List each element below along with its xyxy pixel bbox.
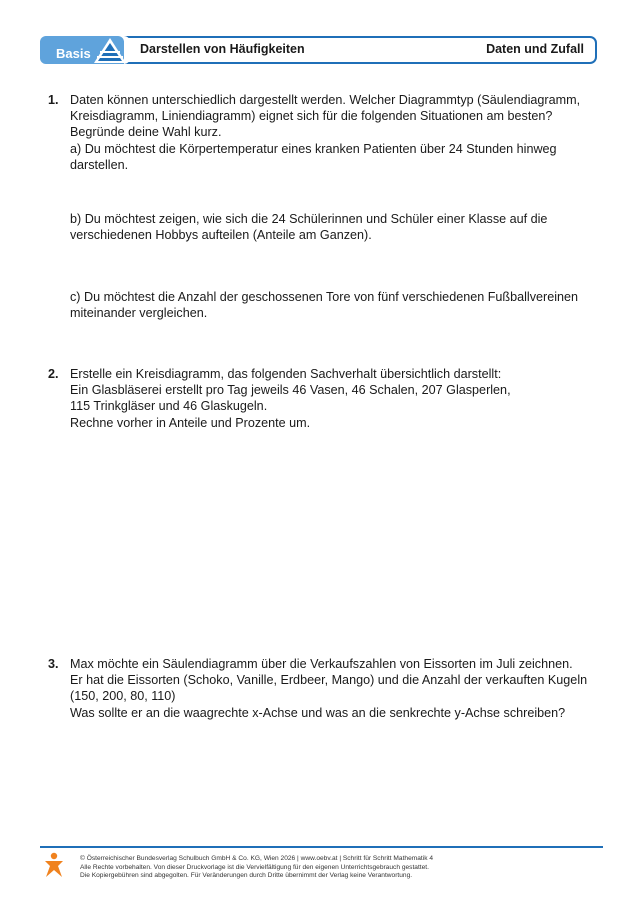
task-number: 1. [48,93,59,107]
task-text-line: Er hat die Eissorten (Schoko, Vanille, Erdbeer, Mango) und die Anzahl der verkauften Kugeln [70,673,588,688]
footer-copyright [80,855,433,881]
task-text-line: Max möchte ein Säulendiagramm über die Verkaufszahlen von Eissorten im Juli zeichnen. [70,657,573,671]
task-text-line: verschiedenen Hobbys aufteilen (Anteile am Ganzen). [70,228,372,243]
task-text-line: Daten können unterschiedlich dargestellt werden. Welcher Diagrammtyp (Säulendiagramm, [70,93,581,107]
task-text-line: 115 Trinkgläser und 46 Glaskugeln. [70,399,268,414]
task-text-line: miteinander vergleichen. [70,306,208,321]
task-number: 2. [48,367,59,381]
task-text-line: darstellen. [70,157,129,172]
page-title: Darstellen von Häufigkeiten [140,42,305,56]
footer-line: Alle Rechte vorbehalten. Von dieser Druckvorlage ist die Vervielfältigung für den eigenen Unterrichtsgebrauch gestattet. [80,863,429,871]
task-text-line: Was sollte er an die waagrechte x-Achse und was an die senkrechte y-Achse schreiben? [70,705,566,720]
task-text-line: a) Du möchtest die Körpertemperatur eines kranken Patienten über 24 Stunden hinweg [70,141,557,156]
task-text-line: Rechne vorher in Anteile und Prozente um. [70,415,311,430]
publisher-logo-icon [40,852,68,880]
level-badge [14,34,132,66]
task-text-line: b) Du möchtest zeigen, wie sich die 24 Schülerinnen und Schüler einer Klasse auf die [70,212,548,226]
task-text-line: Kreisdiagramm, Liniendiagramm) eignet sich für die folgenden Situationen am besten? [70,109,553,124]
badge-label: Basis [56,46,91,61]
footer-divider [40,846,603,848]
task-text-line: Erstelle ein Kreisdiagramm, das folgenden Sachverhalt übersichtlich darstellt: [70,367,502,381]
footer-line: Die Kopiergebühren sind abgegolten. Für Veränderungen durch Dritte übernimmt der Verlag keine Verantwortung. [80,872,413,880]
task-text-line: c) Du möchtest die Anzahl der geschossenen Tore von fünf verschiedenen Fußballvereinen [70,290,579,304]
footer-line: © Österreichischer Bundesverlag Schulbuch GmbH & Co. KG, Wien 2026 | www.oebv.at | Schritt für Schritt Mathematik 4 [80,855,434,862]
subject-category: Daten und Zufall [486,42,584,56]
task-number: 3. [48,657,59,671]
task-text-line: Begründe deine Wahl kurz. [70,125,222,140]
task-text-line: Ein Glasbläserei erstellt pro Tag jeweils 46 Vasen, 46 Schalen, 207 Glasperlen, [70,383,511,398]
task-text-line: (150, 200, 80, 110) [70,689,176,704]
